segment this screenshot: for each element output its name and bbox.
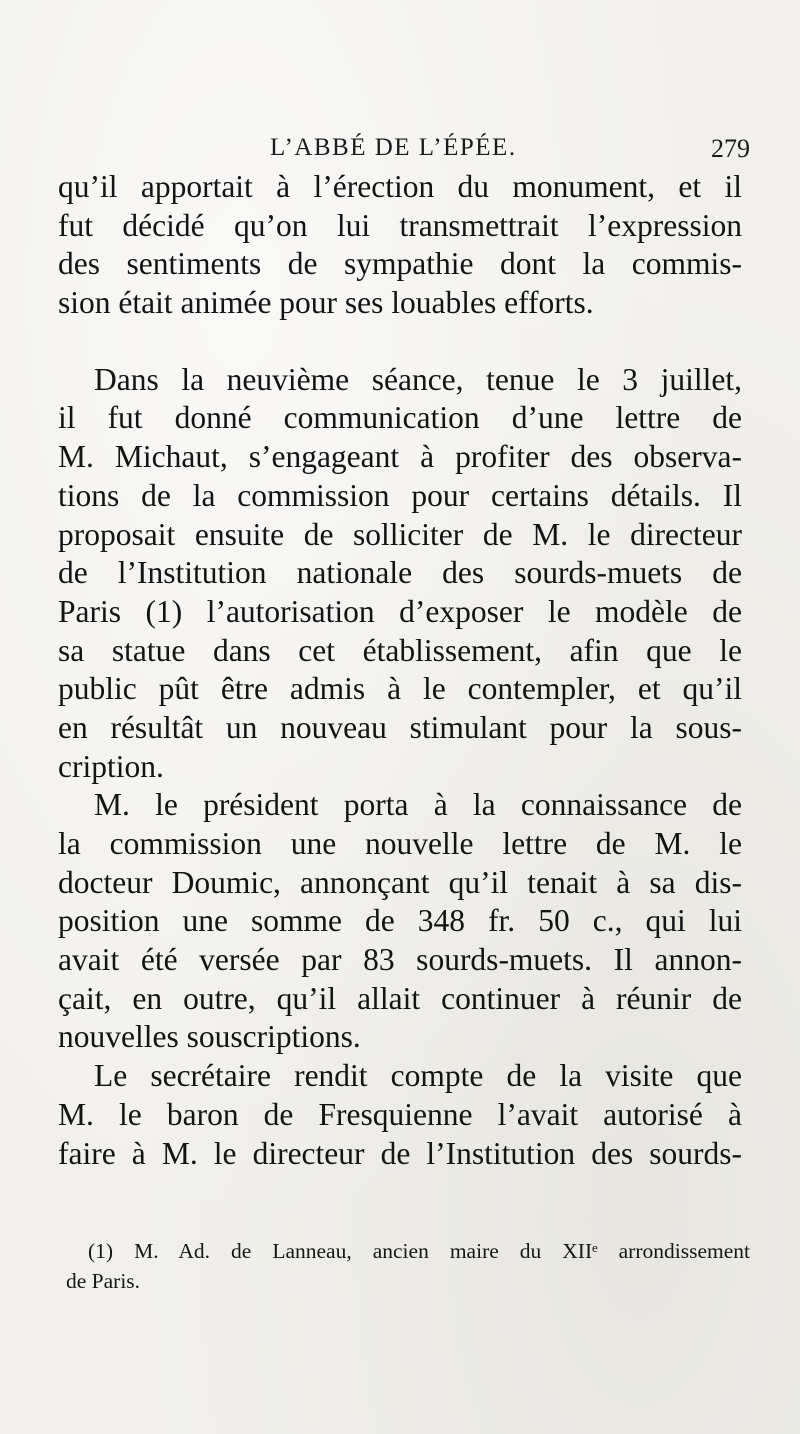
paragraph-gap	[58, 323, 742, 361]
body-text	[58, 168, 742, 1173]
text-line: nouvelles souscriptions.	[58, 1019, 361, 1055]
text-line: M. le président porta à la connaissance de	[94, 787, 742, 823]
text-line: sion était animée pour ses louables efforts.	[58, 285, 594, 321]
page-number: 279	[711, 134, 750, 163]
running-head	[60, 134, 750, 170]
text-line: fut décidé qu’on lui transmettrait l’expression	[58, 207, 742, 243]
text-line: de l’Institution nationale des sourds-muets de	[58, 555, 742, 591]
text-line: faire à M. le directeur de l’Institution des sourds-	[58, 1135, 742, 1171]
footnote-line: de Paris.	[66, 1269, 141, 1293]
text-line: qu’il apportait à l’érection du monument, et il	[58, 169, 742, 204]
text-line: en résultât un nouveau stimulant pour la sous-	[58, 709, 742, 745]
text-line: position une somme de 348 fr. 50 c., qui lui	[58, 903, 742, 939]
text-line: cription.	[58, 748, 164, 784]
text-line: il fut donné communication d’une lettre de	[58, 400, 742, 436]
text-line: M. Michaut, s’engageant à profiter des observa-	[58, 439, 742, 475]
text-line: des sentiments de sympathie dont la commis-	[58, 246, 742, 282]
text-line: avait été versée par 83 sourds-muets. Il annon-	[58, 942, 742, 978]
text-line: la commission une nouvelle lettre de M. le	[58, 826, 742, 861]
text-line: sa statue dans cet établissement, afin que le	[58, 632, 742, 668]
text-line: proposait ensuite de solliciter de M. le directeur	[58, 516, 742, 552]
text-line: Paris (1) l’autorisation d’exposer le modèle de	[58, 593, 742, 629]
text-line: tions de la commission pour certains détails. Il	[58, 477, 742, 513]
text-line: docteur Doumic, annonçant qu’il tenait à sa dis-	[58, 864, 742, 900]
running-head-title: L’ABBÉ DE L’ÉPÉE.	[270, 134, 517, 161]
text-line: Le secrétaire rendit compte de la visite que	[94, 1058, 742, 1094]
text-line: Dans la neuvième séance, tenue le 3 juillet,	[94, 361, 742, 397]
footnote	[66, 1236, 750, 1296]
text-line: M. le baron de Fresquienne l’avait autorisé à	[58, 1096, 742, 1132]
footnote-line: (1) M. Ad. de Lanneau, ancien maire du XIIᵉ arrondissement	[88, 1239, 750, 1263]
text-line: public pût être admis à le contempler, et qu’il	[58, 671, 742, 707]
text-line: çait, en outre, qu’il allait continuer à réunir de	[58, 980, 742, 1016]
